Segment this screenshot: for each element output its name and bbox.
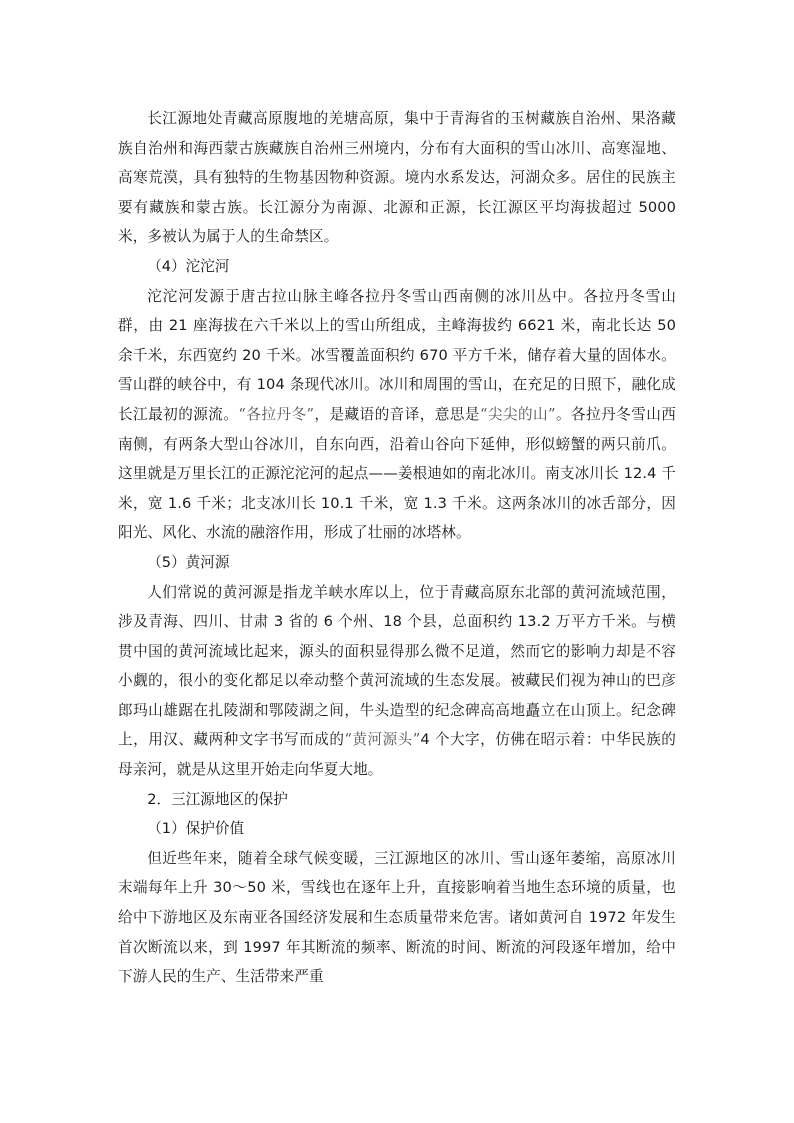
heading-yellow-river-source: （5）黄河源 <box>147 553 230 571</box>
quoted-term: “尖尖的山” <box>479 405 556 423</box>
text-segment: 沱沱河发源于唐古拉山脉主峰各拉丹冬雪山西南侧的冰川丛中。各拉丹冬雪山群，由 21 座海拔在六千米以上的雪山所组成，主峰海拔约 6621 米，南北长达 50 余千米，东西宽约 20 千米。冰雪覆盖面积约 670 平方千米，储存着大量的固体水。雪山群的峡谷中，有 104 条现代冰川。冰川和周围的雪山，在充足的日照下，融化成长江最初的源流。 <box>118 287 676 423</box>
document-page <box>118 104 676 992</box>
text-segment: 。各拉丹冬雪山西南侧，有两条大型山谷冰川，自东向西，沿着山谷向下延伸，形似螃蟹的两只前爪。这里就是万里长江的正源沱沱河的起点——姜根迪如的南北冰川。南支冰川长 12.4 千米，宽 1.6 千米；北支冰川长 10.1 千米，宽 1.3 千米。这两条冰川的冰舌部分，因阳光、风化、水流的融溶作用，形成了壮丽的冰塔林。 <box>118 405 676 542</box>
paragraph-tuotuo-river <box>118 282 676 548</box>
text-segment: 人们常说的黄河源是指龙羊峡水库以上，位于青藏高原东北部的黄河流域范围，涉及青海、四川、甘肃 3 省的 6 个州、18 个县，总面积约 13.2 万平方千米。与横贯中国的黄河流域比起来，源头的面积显得那么微不足道，然而它的影响力却是不容小觑的，很小的变化都足以牵动整个黄河流域的生态发展。被藏民们视为神山的巴彦郎玛山雄踞在扎陵湖和鄂陵湖之间，牛头造型的纪念碑高高地矗立在山顶上。纪念碑上，用汉、藏两种文字书写而成的 <box>118 583 676 749</box>
text-segment: 4 个大字，仿佛在昭示着：中华民族的母亲河，就是从这里开始走向华夏大地。 <box>118 731 676 779</box>
heading-tuotuo-river: （4）沱沱河 <box>147 257 230 275</box>
heading-protection: 2．三江源地区的保护 <box>147 790 288 808</box>
paragraph-protection-value: 但近些年来，随着全球气候变暖，三江源地区的冰川、雪山逐年萎缩，高原冰川末端每年上升 30～50 米，雪线也在逐年上升，直接影响着当地生态环境的质量，也给中下游地区及东南亚各国经济发展和生态质量带来危害。诸如黄河自 1972 年发生首次断流以来，到 1997 年其断流的频率、断流的时间、断流的河段逐年增加，给中下游人民的生产、生活带来严重 <box>118 849 676 986</box>
paragraph-yellow-river-source <box>118 578 676 785</box>
quoted-term: “各拉丹冬” <box>238 405 315 423</box>
heading-protection-value: （1）保护价值 <box>147 820 245 838</box>
text-segment: ，是藏语的音译，意思是 <box>314 405 480 423</box>
paragraph-yangtze-source: 长江源地处青藏高原腹地的羌塘高原，集中于青海省的玉树藏族自治州、果洛藏族自治州和海西蒙古族藏族自治州三州境内，分布有大面积的雪山冰川、高寒湿地、高寒荒漠，具有独特的生物基因物种资源。境内水系发达，河湖众多。居住的民族主要有藏族和蒙古族。长江源分为南源、北源和正源，长江源区平均海拔超过 5000 米，多被认为属于人的生命禁区。 <box>118 110 676 246</box>
quoted-term: “黄河源头” <box>344 731 421 749</box>
